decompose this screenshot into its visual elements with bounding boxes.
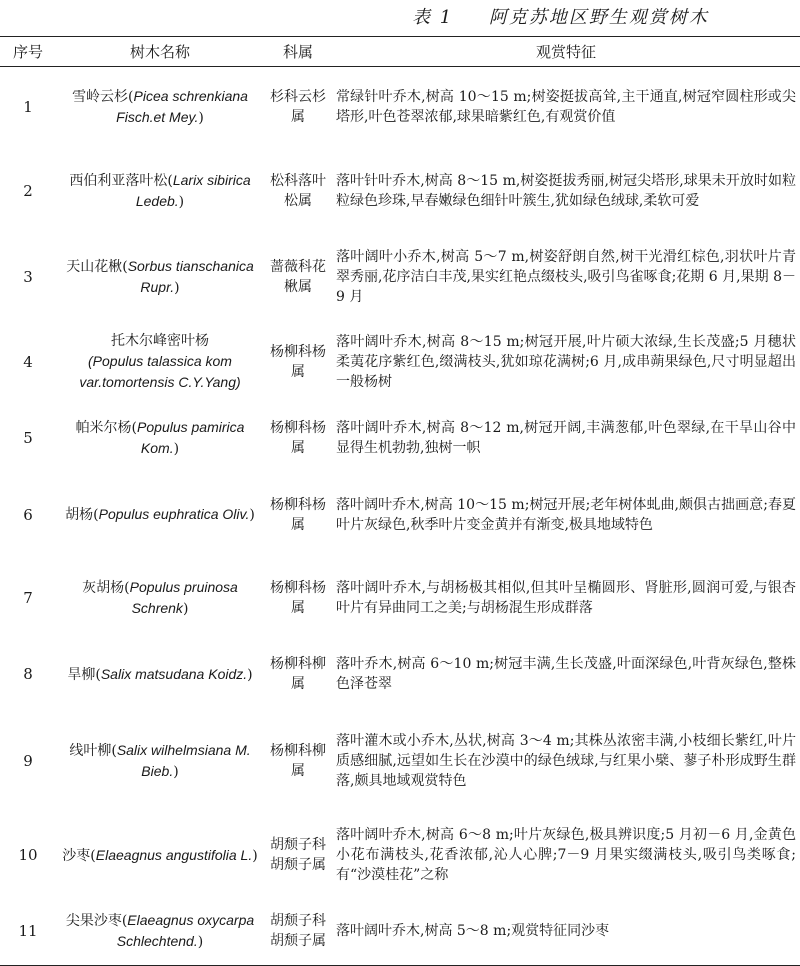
row-family bbox=[264, 148, 332, 234]
name-close: ) bbox=[247, 666, 253, 683]
family-text: 杨柳科柳属 bbox=[270, 743, 326, 779]
name-close: ) bbox=[182, 601, 189, 617]
row-family bbox=[264, 320, 332, 404]
name-cn: 雪岭云杉( bbox=[72, 89, 134, 106]
family-text: 蔷薇科花楸属 bbox=[270, 258, 326, 295]
row-name bbox=[56, 813, 264, 898]
family-text: 杨柳科杨属 bbox=[270, 343, 326, 380]
name-close: ) bbox=[198, 110, 204, 127]
row-index: 8 bbox=[23, 665, 33, 683]
header-name: 树木名称 bbox=[129, 42, 190, 61]
row-index: 1 bbox=[23, 98, 33, 117]
row-name bbox=[56, 639, 264, 710]
table-caption bbox=[0, 0, 800, 36]
species-table bbox=[0, 36, 800, 966]
header-feature: 观赏特征 bbox=[535, 42, 596, 61]
row-name bbox=[56, 558, 264, 639]
row-feature: 落叶阔叶乔木,与胡杨极其相似,但其叶呈椭圆形、肾脏形,圆润可爱,与银杏叶片有异曲同工之美;与胡杨混生形成群落 bbox=[336, 580, 796, 616]
name-close: ) bbox=[178, 193, 185, 210]
row-name bbox=[56, 148, 264, 234]
family-text: 松科落叶松属 bbox=[270, 172, 326, 209]
table-header-row bbox=[0, 37, 800, 67]
row-index: 11 bbox=[18, 922, 38, 941]
name-latin: Picea schrenkiana Fisch.et Mey. bbox=[116, 88, 248, 126]
name-cn: 帕米尔杨( bbox=[75, 419, 138, 436]
family-text: 杨柳科杨属 bbox=[270, 419, 326, 456]
table-title: 阿克苏地区野生观赏树木 bbox=[488, 7, 709, 28]
name-close: ) bbox=[252, 847, 258, 864]
name-latin: Salix matsudana Koidz. bbox=[100, 665, 248, 682]
row-name bbox=[56, 404, 264, 472]
header-family: 科属 bbox=[282, 42, 313, 61]
row-feature: 落叶灌木或小乔木,丛状,树高 3～4 m;其株丛浓密丰满,小枝细长紫红,叶片质感细腻,远望如生长在沙漠中的绿色绒球,与红果小檗、蓼子朴形成野生群落,颇具地域观赏特色 bbox=[336, 733, 796, 789]
row-family bbox=[264, 234, 332, 320]
row-family bbox=[264, 67, 332, 148]
name-close: ) bbox=[174, 279, 180, 296]
row-name bbox=[56, 472, 264, 558]
row-feature: 落叶阔叶乔木,树高 5～8 m;观赏特征同沙枣 bbox=[336, 923, 610, 940]
name-cn: 尖果沙枣( bbox=[65, 913, 128, 930]
row-feature: 落叶阔叶乔木,树高 8～15 m;树冠开展,叶片硕大浓绿,生长茂盛;5 月穗状柔荑花序紫红色,缀满枝头,犹如琼花满树;6 月,成串蒴果绿色,尺寸明显超出一般杨树 bbox=[336, 333, 796, 390]
row-name bbox=[56, 67, 264, 148]
row-name bbox=[56, 710, 264, 813]
name-cn: 托木尔峰密叶杨 bbox=[111, 332, 209, 349]
row-index: 7 bbox=[23, 589, 33, 607]
family-text: 胡颓子科胡颓子属 bbox=[270, 913, 326, 950]
row-index: 9 bbox=[23, 752, 33, 770]
family-text: 杨柳科柳属 bbox=[270, 656, 326, 692]
name-cn: 旱柳( bbox=[67, 666, 101, 683]
row-name bbox=[56, 320, 264, 404]
row-name bbox=[56, 234, 264, 320]
row-family bbox=[264, 813, 332, 898]
table-row bbox=[0, 404, 800, 472]
family-text: 杨柳科杨属 bbox=[270, 496, 326, 533]
row-index: 5 bbox=[23, 428, 33, 447]
row-index: 10 bbox=[18, 846, 38, 864]
row-name bbox=[56, 898, 264, 966]
family-text: 杉科云杉属 bbox=[270, 89, 326, 126]
row-feature: 落叶阔叶小乔木,树高 5～7 m,树姿舒朗自然,树干光滑红棕色,羽状叶片青翠秀丽,花序洁白丰茂,果实红艳点缀枝头,吸引鸟雀啄食;花期 6 月,果期 8－9 月 bbox=[336, 248, 796, 305]
row-index: 3 bbox=[23, 267, 33, 286]
name-close: ) bbox=[173, 440, 180, 457]
name-close: ) bbox=[197, 934, 204, 951]
row-family bbox=[264, 639, 332, 710]
name-cn: 胡杨( bbox=[65, 507, 99, 523]
name-cn: 线叶柳( bbox=[69, 743, 117, 759]
row-feature: 落叶乔木,树高 6～10 m;树冠丰满,生长茂盛,叶面深绿色,叶背灰绿色,整株色泽苍翠 bbox=[336, 656, 796, 692]
name-latin: Elaeagnus oxycarpa Schlechtend. bbox=[116, 912, 255, 950]
table-row bbox=[0, 898, 800, 966]
row-feature: 落叶阔叶乔木,树高 6～8 m;叶片灰绿色,极具辨识度;5 月初－6 月,金黄色小花布满枝头,花香浓郁,沁人心脾;7－9 月果实缀满枝头,吸引鸟类啄食;有“沙漠桂花”之称 bbox=[336, 827, 796, 883]
row-index: 4 bbox=[23, 352, 33, 371]
name-latin: Elaeagnus angustifolia L. bbox=[95, 846, 253, 863]
name-close: ) bbox=[249, 507, 255, 523]
table-row bbox=[0, 148, 800, 234]
name-cn: 西伯利亚落叶松( bbox=[69, 172, 173, 189]
row-feature: 常绿针叶乔木,树高 10～15 m;树姿挺拔高耸,主干通直,树冠窄圆柱形或尖塔形,叶色苍翠浓郁,球果暗紫红色,有观赏价值 bbox=[336, 89, 796, 126]
row-family bbox=[264, 558, 332, 639]
row-feature: 落叶针叶乔木,树高 8～15 m,树姿挺拔秀丽,树冠尖塔形,球果未开放时如粒粒绿色珍珠,早春嫩绿色细针叶簇生,犹如绿色绒球,柔软可爱 bbox=[336, 172, 796, 209]
name-latin: Salix wilhelmsiana M. Bieb. bbox=[116, 742, 251, 779]
family-text: 杨柳科杨属 bbox=[270, 580, 326, 616]
name-latin: Populus pamirica Kom. bbox=[137, 418, 245, 456]
table-row bbox=[0, 710, 800, 813]
table-number: 表 1 bbox=[412, 7, 454, 28]
family-text: 胡颓子科胡颓子属 bbox=[270, 837, 326, 873]
name-latin: (Populus talassica kom var.tomortensis C.Y.Yang) bbox=[79, 352, 241, 390]
table-row bbox=[0, 67, 800, 148]
table-row bbox=[0, 813, 800, 898]
row-family bbox=[264, 710, 332, 813]
table-row bbox=[0, 320, 800, 404]
name-cn: 灰胡杨( bbox=[82, 580, 130, 596]
table-row bbox=[0, 472, 800, 558]
name-latin: Populus pruinosa Schrenk bbox=[129, 579, 238, 616]
name-cn: 天山花楸( bbox=[66, 258, 128, 275]
row-feature: 落叶阔叶乔木,树高 10～15 m;树冠开展;老年树体虬曲,颇俱古拙画意;春夏叶片灰绿色,秋季叶片变金黄并有渐变,极具地域特色 bbox=[336, 496, 796, 533]
row-index: 2 bbox=[23, 181, 33, 200]
row-family bbox=[264, 898, 332, 966]
row-family bbox=[264, 404, 332, 472]
name-latin: Populus euphratica Oliv. bbox=[98, 506, 250, 522]
name-cn: 沙枣( bbox=[62, 847, 96, 864]
table-row bbox=[0, 558, 800, 639]
table-row bbox=[0, 234, 800, 320]
name-close: ) bbox=[173, 764, 179, 780]
row-family bbox=[264, 472, 332, 558]
row-feature: 落叶阔叶乔木,树高 8～12 m,树冠开阔,丰满葱郁,叶色翠绿,在干旱山谷中显得生机勃勃,独树一帜 bbox=[336, 419, 796, 456]
header-index: 序号 bbox=[12, 42, 43, 61]
name-latin: Larix sibirica Ledeb. bbox=[135, 171, 251, 209]
table-row bbox=[0, 639, 800, 710]
row-index: 6 bbox=[23, 505, 33, 524]
name-latin: Sorbus tianschanica Rupr. bbox=[127, 257, 254, 295]
